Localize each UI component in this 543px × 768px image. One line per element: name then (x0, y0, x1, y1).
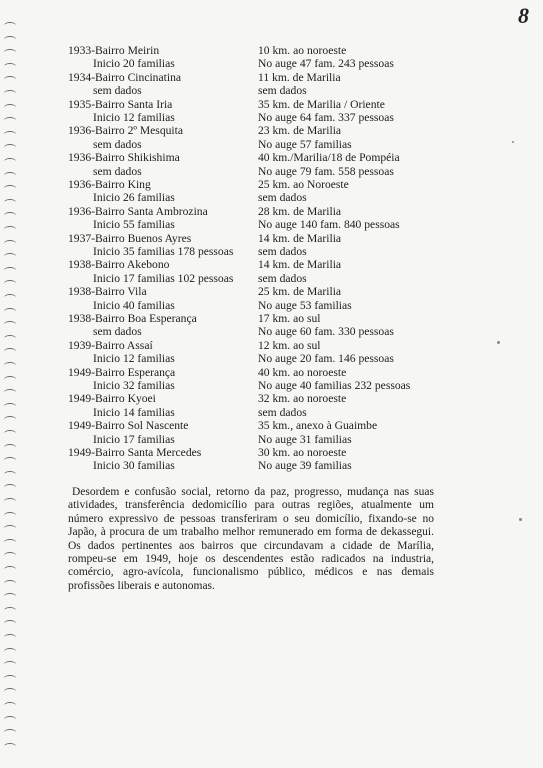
settlement-detail: Inicio 30 familias (93, 459, 175, 473)
settlement-name: 1949-Bairro Esperança (68, 365, 176, 379)
settlement-info: 10 km. ao noroeste (258, 44, 347, 57)
settlement-info: No auge 79 fam. 558 pessoas (258, 164, 394, 178)
settlement-row (0, 325, 543, 339)
settlement-row (0, 339, 543, 353)
settlement-row (0, 165, 543, 179)
settlement-row (0, 191, 543, 205)
paragraph-text: Desordem e confusão social, retorno da paz, progresso, mudança nas suas atividades, transferência dedomicílio para outras regiões, atualmente um número expressivo de pessoas transferiram o seu domicílio, fixando-se no Japão, à procura de um trabalho melhor remunerado em forma de dekassegui. Os dados pertinentes aos bairros que circundavam a cidade de Marília, rompeu-se em 1949, hoje os descendentes estão radicados na industria, comércio, agro-avícola, funcionalismo público, médicos e nas demais profissões liberais e autonomas. (68, 486, 434, 592)
settlement-info: sem dados (258, 405, 307, 419)
binding-ring (4, 566, 16, 573)
binding-ring (4, 552, 16, 559)
settlement-info: 28 km. de Marilia (258, 204, 342, 218)
settlement-name: 1938-Bairro Vila (68, 285, 147, 299)
settlement-detail: Inicio 14 familias (93, 405, 175, 419)
settlement-info: No auge 47 fam. 243 pessoas (258, 57, 394, 71)
settlement-name: 1935-Bairro Santa Iria (68, 97, 173, 111)
binding-ring (4, 607, 16, 614)
binding-ring (4, 512, 16, 519)
settlement-name: 1938-Bairro Boa Esperança (68, 312, 197, 325)
settlement-info: No auge 39 familias (258, 459, 352, 473)
settlement-info: No auge 140 fam. 840 pessoas (258, 218, 400, 232)
settlement-name: 1949-Bairro Santa Mercedes (68, 446, 202, 459)
settlement-row (0, 299, 543, 313)
settlement-detail: sem dados (93, 137, 142, 151)
binding-ring (4, 675, 16, 682)
settlement-info: 35 km., anexo à Guaimbe (258, 419, 378, 433)
settlement-row (0, 366, 543, 380)
binding-ring (4, 716, 16, 723)
binding-ring (4, 22, 16, 29)
binding-ring (4, 661, 16, 668)
settlement-info: No auge 20 fam. 146 pessoas (258, 352, 394, 366)
settlement-row (0, 232, 543, 246)
settlement-detail: Inicio 55 familias (93, 218, 175, 232)
settlement-info: No auge 53 familias (258, 298, 352, 312)
settlement-detail: Inicio 12 familias (93, 111, 175, 124)
settlement-row (0, 352, 543, 366)
settlement-detail: sem dados (93, 164, 142, 178)
settlement-row (0, 419, 543, 433)
scan-speck (519, 518, 522, 521)
settlement-info: sem dados (258, 191, 307, 205)
settlement-row (0, 138, 543, 152)
settlement-row (0, 124, 543, 138)
settlement-detail: Inicio 17 familias (93, 432, 175, 446)
binding-ring (4, 688, 16, 695)
settlement-name: 1936-Bairro King (68, 178, 151, 191)
settlement-info: No auge 60 fam. 330 pessoas (258, 325, 394, 339)
binding-ring (4, 484, 16, 491)
binding-ring (4, 648, 16, 655)
settlement-row (0, 44, 543, 58)
settlement-name: 1936-Bairro Santa Ambrozina (68, 204, 208, 218)
settlement-row (0, 245, 543, 259)
settlement-name: 1934-Bairro Cincinatina (68, 70, 182, 84)
binding-ring (4, 729, 16, 736)
settlement-row (0, 406, 543, 420)
settlement-row (0, 178, 543, 192)
settlement-name: 1949-Bairro Kyoei (68, 392, 156, 406)
binding-ring (4, 620, 16, 627)
binding-ring (4, 539, 16, 546)
settlement-info: sem dados (258, 271, 307, 285)
page-number: 8 (518, 3, 529, 28)
settlement-info: 12 km. ao sul (258, 338, 321, 352)
settlement-row (0, 71, 543, 85)
settlement-name: 1949-Bairro Sol Nascente (68, 419, 189, 433)
settlement-info: 14 km. de Marilia (258, 231, 342, 245)
binding-ring (4, 743, 16, 750)
settlement-name: 1937-Bairro Buenos Ayres (68, 231, 192, 245)
settlement-detail: sem dados (93, 325, 142, 339)
settlement-info: 11 km. de Marilia (258, 70, 341, 84)
binding-ring (4, 634, 16, 641)
settlement-row (0, 218, 543, 232)
settlement-info: No auge 64 fam. 337 pessoas (258, 111, 394, 124)
settlement-info: 32 km. ao noroeste (258, 392, 347, 406)
binding-ring (4, 580, 16, 587)
scan-speck (497, 341, 500, 344)
settlement-name: 1933-Bairro Meirin (68, 44, 160, 57)
settlement-row (0, 285, 543, 299)
settlement-info: 35 km. de Marilia / Oriente (258, 97, 385, 111)
settlement-detail: Inicio 20 familias (93, 57, 175, 71)
settlement-detail: Inicio 35 familias 178 pessoas (93, 245, 234, 258)
binding-ring (4, 525, 16, 532)
binding-ring (4, 36, 16, 43)
settlement-row (0, 98, 543, 112)
settlement-row (0, 111, 543, 125)
settlement-row (0, 446, 543, 460)
settlement-row (0, 272, 543, 286)
settlement-row (0, 57, 543, 71)
settlement-detail: Inicio 12 familias (93, 352, 175, 366)
settlement-info: 17 km. ao sul (258, 312, 321, 325)
settlement-info: 25 km. ao Noroeste (258, 178, 349, 191)
settlement-info: 30 km. ao noroeste (258, 446, 347, 459)
settlement-row (0, 258, 543, 272)
settlement-row (0, 312, 543, 326)
settlement-row (0, 459, 543, 473)
settlement-name: 1936-Bairro 2º Mesquita (68, 124, 184, 138)
binding-ring (4, 593, 16, 600)
binding-ring (4, 702, 16, 709)
settlement-info: 40 km. ao noroeste (258, 365, 347, 379)
settlement-info: 14 km. de Marilia (258, 258, 342, 272)
settlement-detail: Inicio 40 familias (93, 298, 175, 312)
settlement-detail: Inicio 17 familias 102 pessoas (93, 271, 234, 285)
settlement-name: 1939-Bairro Assaí (68, 338, 153, 352)
binding-ring (4, 498, 16, 505)
settlement-row (0, 392, 543, 406)
settlement-row (0, 205, 543, 219)
settlement-row (0, 433, 543, 447)
scan-speck (512, 141, 514, 143)
settlement-row (0, 379, 543, 393)
body-paragraph (68, 486, 434, 593)
settlement-info: 23 km. de Marilia (258, 124, 342, 138)
settlement-detail: sem dados (93, 84, 142, 98)
settlement-info: sem dados (258, 245, 307, 258)
settlement-name: 1938-Bairro Akebono (68, 258, 170, 272)
settlement-row (0, 84, 543, 98)
settlement-detail: Inicio 32 familias (93, 379, 175, 392)
settlement-name: 1936-Bairro Shikishima (68, 151, 180, 165)
settlement-detail: Inicio 26 familias (93, 191, 175, 205)
settlement-row (0, 151, 543, 165)
settlement-info: 40 km./Marilia/18 de Pompéia (258, 151, 400, 165)
settlement-info: No auge 31 familias (258, 432, 352, 446)
settlement-info: No auge 57 familias (258, 137, 352, 151)
settlement-info: No auge 40 familias 232 pessoas (258, 379, 411, 392)
settlement-info: 25 km. de Marilia (258, 285, 342, 299)
settlement-info: sem dados (258, 84, 307, 98)
